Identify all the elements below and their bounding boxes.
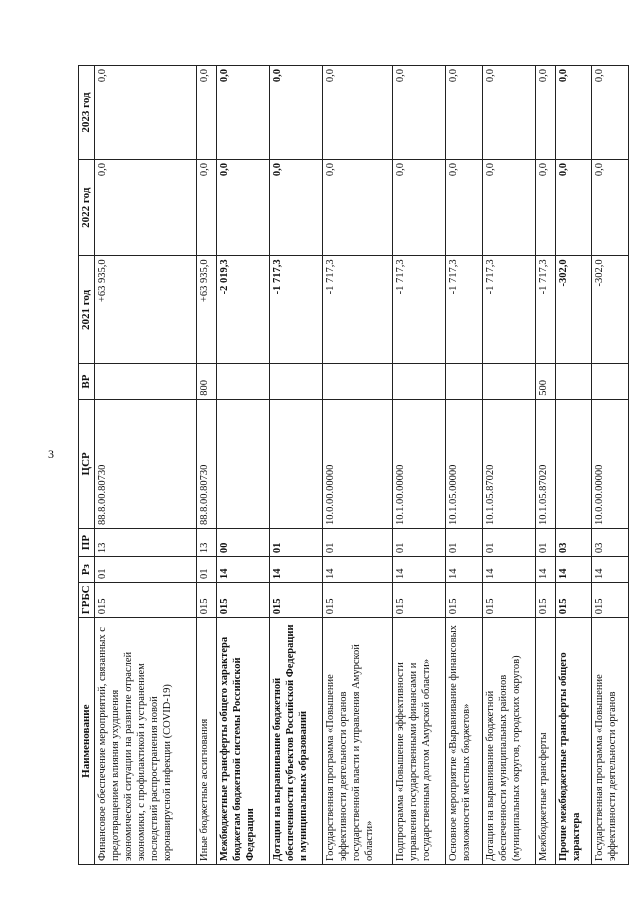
cell-y2023: 0,0 xyxy=(555,66,592,160)
cell-pr: 13 xyxy=(197,528,217,556)
cell-name: Иные бюджетные ассигнования xyxy=(197,618,217,865)
cell-csr: 10.1.05.87020 xyxy=(535,399,555,528)
cell-rz: 14 xyxy=(270,557,323,583)
cell-pr: 13 xyxy=(95,528,197,556)
page-number: 3 xyxy=(48,447,54,461)
cell-name: Подпрограмма «Повышение эффективности управления государственными финансами и государственным долгом Амурской области» xyxy=(392,618,445,865)
cell-y2021: -1 717,3 xyxy=(392,256,445,364)
cell-grbs: 015 xyxy=(95,583,197,618)
header-rz: Рз xyxy=(79,557,95,583)
cell-pr: 01 xyxy=(270,528,323,556)
cell-rz: 14 xyxy=(482,557,535,583)
cell-name: Государственная программа «Повышение эффективности деятельности органов xyxy=(592,618,629,865)
cell-rz: 14 xyxy=(217,557,270,583)
table-row xyxy=(323,66,392,865)
cell-vr xyxy=(392,364,445,399)
header-2022: 2022 год xyxy=(79,160,95,256)
cell-y2022: 0,0 xyxy=(592,160,629,256)
cell-pr: 00 xyxy=(217,528,270,556)
cell-name: Межбюджетные трансферты xyxy=(535,618,555,865)
cell-y2022: 0,0 xyxy=(217,160,270,256)
cell-y2022: 0,0 xyxy=(95,160,197,256)
cell-vr xyxy=(445,364,482,399)
cell-grbs: 015 xyxy=(592,583,629,618)
cell-grbs: 015 xyxy=(555,583,592,618)
header-2021: 2021 год xyxy=(79,256,95,364)
cell-y2023: 0,0 xyxy=(95,66,197,160)
cell-grbs: 015 xyxy=(482,583,535,618)
cell-grbs: 015 xyxy=(535,583,555,618)
cell-csr: 10.0.00.00000 xyxy=(323,399,392,528)
cell-vr xyxy=(217,364,270,399)
cell-grbs: 015 xyxy=(392,583,445,618)
cell-vr xyxy=(482,364,535,399)
cell-y2023: 0,0 xyxy=(482,66,535,160)
cell-rz: 14 xyxy=(323,557,392,583)
cell-vr xyxy=(592,364,629,399)
table-row xyxy=(197,66,217,865)
cell-rz: 01 xyxy=(95,557,197,583)
cell-csr xyxy=(270,399,323,528)
cell-csr xyxy=(217,399,270,528)
cell-y2023: 0,0 xyxy=(445,66,482,160)
cell-pr: 01 xyxy=(392,528,445,556)
cell-y2022: 0,0 xyxy=(197,160,217,256)
cell-vr xyxy=(95,364,197,399)
table-body xyxy=(95,66,629,865)
cell-y2021: -302,0 xyxy=(555,256,592,364)
cell-y2022: 0,0 xyxy=(270,160,323,256)
cell-name: Дотации на выравнивание бюджетной обеспеченности субъектов Российской Федерации и муниципальных образований xyxy=(270,618,323,865)
cell-rz: 01 xyxy=(197,557,217,583)
cell-rz: 14 xyxy=(592,557,629,583)
header-pr: ПР xyxy=(79,528,95,556)
cell-csr: 10.1.00.00000 xyxy=(392,399,445,528)
cell-y2021: -2 019,3 xyxy=(217,256,270,364)
header-2023: 2023 год xyxy=(79,66,95,160)
cell-grbs: 015 xyxy=(217,583,270,618)
cell-y2023: 0,0 xyxy=(392,66,445,160)
cell-name: Финансовое обеспечение мероприятий, связанных с предотвращением влияния ухудшения экономической ситуации на развитие отраслей экономики, с профилактикой и устранением последствий распространения новой коронавирусной инфекции (COVID-19) xyxy=(95,618,197,865)
cell-y2023: 0,0 xyxy=(270,66,323,160)
cell-csr: 10.0.00.00000 xyxy=(592,399,629,528)
cell-csr: 10.1.05.00000 xyxy=(445,399,482,528)
cell-pr: 01 xyxy=(482,528,535,556)
table-row xyxy=(592,66,629,865)
header-grbs: ГРБС xyxy=(79,583,95,618)
cell-rz: 14 xyxy=(535,557,555,583)
cell-grbs: 015 xyxy=(323,583,392,618)
table-row xyxy=(535,66,555,865)
budget-table xyxy=(78,65,629,865)
cell-rz: 14 xyxy=(392,557,445,583)
cell-pr: 03 xyxy=(592,528,629,556)
cell-y2021: +63 935,0 xyxy=(95,256,197,364)
table-row xyxy=(445,66,482,865)
table-header-row xyxy=(79,66,95,865)
cell-y2022: 0,0 xyxy=(323,160,392,256)
table-row xyxy=(270,66,323,865)
cell-csr: 10.1.05.87020 xyxy=(482,399,535,528)
header-name: Наименование xyxy=(79,618,95,865)
cell-y2021: -1 717,3 xyxy=(445,256,482,364)
table-row xyxy=(482,66,535,865)
table-row xyxy=(392,66,445,865)
cell-pr: 01 xyxy=(445,528,482,556)
cell-vr xyxy=(323,364,392,399)
cell-grbs: 015 xyxy=(445,583,482,618)
cell-y2022: 0,0 xyxy=(535,160,555,256)
cell-y2021: -302,0 xyxy=(592,256,629,364)
cell-y2023: 0,0 xyxy=(323,66,392,160)
cell-y2021: +63 935,0 xyxy=(197,256,217,364)
cell-y2022: 0,0 xyxy=(392,160,445,256)
cell-y2023: 0,0 xyxy=(197,66,217,160)
cell-vr: 800 xyxy=(197,364,217,399)
cell-y2023: 0,0 xyxy=(535,66,555,160)
cell-csr: 88.8.00.80730 xyxy=(197,399,217,528)
cell-y2023: 0,0 xyxy=(217,66,270,160)
table-row xyxy=(555,66,592,865)
table-row xyxy=(95,66,197,865)
cell-pr: 01 xyxy=(535,528,555,556)
cell-csr: 88.8.00.80730 xyxy=(95,399,197,528)
cell-y2021: -1 717,3 xyxy=(482,256,535,364)
cell-grbs: 015 xyxy=(197,583,217,618)
cell-y2023: 0,0 xyxy=(592,66,629,160)
cell-name: Государственная программа «Повышение эффективности деятельности органов государственной власти и управления Амурской области» xyxy=(323,618,392,865)
cell-vr xyxy=(555,364,592,399)
cell-grbs: 015 xyxy=(270,583,323,618)
cell-y2022: 0,0 xyxy=(445,160,482,256)
cell-vr: 500 xyxy=(535,364,555,399)
cell-name: Основное мероприятие «Выравнивание финансовых возможностей местных бюджетов» xyxy=(445,618,482,865)
cell-vr xyxy=(270,364,323,399)
table-row xyxy=(217,66,270,865)
cell-rz: 14 xyxy=(445,557,482,583)
cell-name: Межбюджетные трансферты общего характера бюджетам бюджетной системы Российской Федерации xyxy=(217,618,270,865)
header-vr: ВР xyxy=(79,364,95,399)
cell-y2021: -1 717,3 xyxy=(535,256,555,364)
cell-name: Прочие межбюджетные трансферты общего характера xyxy=(555,618,592,865)
cell-rz: 14 xyxy=(555,557,592,583)
cell-pr: 03 xyxy=(555,528,592,556)
cell-csr xyxy=(555,399,592,528)
cell-y2022: 0,0 xyxy=(482,160,535,256)
cell-y2021: -1 717,3 xyxy=(323,256,392,364)
header-csr: ЦСР xyxy=(79,399,95,528)
cell-y2022: 0,0 xyxy=(555,160,592,256)
cell-y2021: -1 717,3 xyxy=(270,256,323,364)
cell-name: Дотация на выравнивание бюджетной обеспеченности муниципальных районов (муниципальных округов, городских округов) xyxy=(482,618,535,865)
budget-table-rotated xyxy=(78,65,629,865)
cell-pr: 01 xyxy=(323,528,392,556)
